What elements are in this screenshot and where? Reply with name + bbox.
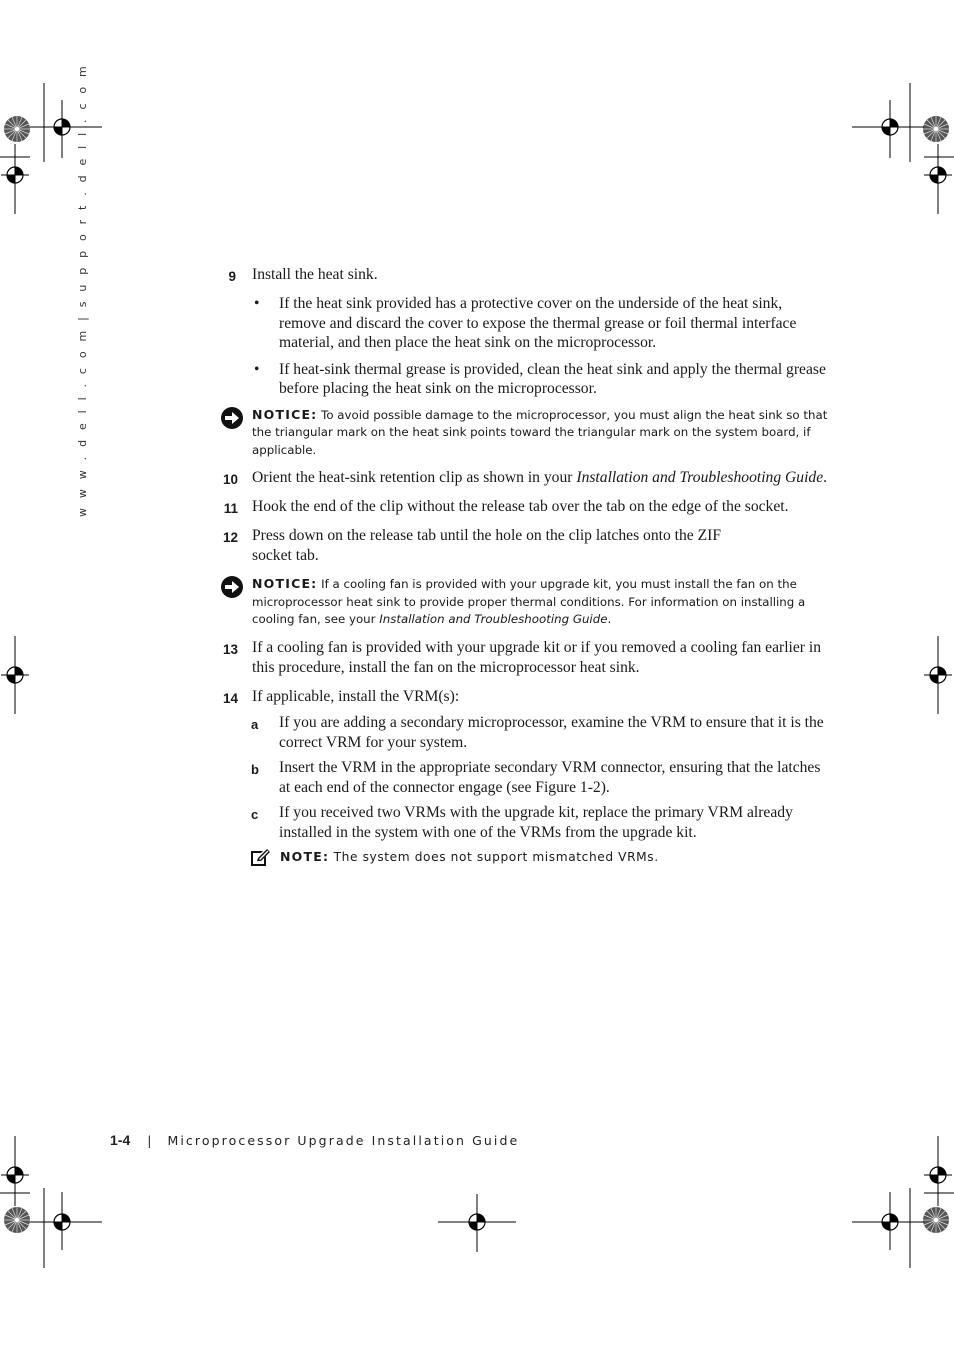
notice-arrow-icon	[220, 406, 244, 430]
step-13	[218, 638, 830, 678]
step-11	[218, 497, 830, 517]
step-text-end: .	[823, 469, 828, 486]
notice-label: NOTICE:	[252, 406, 318, 422]
step-number: 10	[222, 472, 238, 487]
notice-arrow-icon	[220, 575, 244, 599]
step-text: If applicable, install the VRM(s):	[252, 687, 460, 705]
step-text: If a cooling fan is provided with your upgrade kit or if you removed a cooling fan earlier in this procedure, install the fan on the microprocessor heat sink.	[252, 638, 821, 676]
step-text: Press down on the release tab until the hole on the clip latches onto the ZIF socket tab.	[252, 527, 722, 564]
note-text: The system does not support mismatched VRMs.	[329, 849, 659, 864]
notice-text: To avoid possible damage to the microprocessor, you must align the heat sink so that the triangular mark on the heat sink points toward the triangular mark on the system board, if applicable.	[252, 407, 828, 457]
registration-star-mark	[4, 116, 30, 142]
notice-text: If a cooling fan is provided with your upgrade kit, you must install the fan on the microprocessor heat sink to provide proper thermal conditions. For information on installing a cooling fan, see your	[252, 577, 806, 626]
sub-step-letter: b	[251, 761, 259, 777]
guide-title: Installation and Troubleshooting Guide	[379, 612, 608, 626]
footer-separator: |	[147, 1133, 152, 1148]
note-callout	[218, 848, 830, 866]
step-number: 14	[222, 690, 238, 706]
step-10	[218, 468, 830, 488]
notice-text-end: .	[607, 612, 612, 626]
step-number: 13	[222, 641, 238, 657]
notice-callout	[218, 575, 830, 629]
page-content	[218, 265, 830, 866]
sub-step-text: Insert the VRM in the appropriate secondary VRM connector, ensuring that the latches at each end of the connector engage (see Figure 1-2).	[279, 758, 821, 796]
sub-step-c	[218, 803, 830, 843]
step-number: 9	[228, 269, 236, 284]
step-text: Install the heat sink.	[252, 266, 378, 283]
step-14	[218, 687, 830, 707]
side-website-url: w w w . d e l l . c o m | s u p p o r t . d e l l . c o m	[76, 63, 89, 517]
sub-step-b	[218, 758, 830, 798]
list-item	[218, 360, 830, 399]
sub-step-text: If you are adding a secondary microprocessor, examine the VRM to ensure that it is the correct VRM for your system.	[279, 713, 824, 751]
sub-step-letter: a	[251, 716, 259, 732]
list-item	[218, 294, 830, 353]
list-item-text: If heat-sink thermal grease is provided, clean the heat sink and apply the thermal grease before placing the heat sink on the microprocessor.	[279, 360, 826, 397]
notice-callout	[218, 406, 830, 460]
registration-star-mark	[923, 1207, 949, 1233]
step-text: Hook the end of the clip without the release tab over the tab on the edge of the socket.	[252, 498, 789, 515]
sub-step-a	[218, 713, 830, 753]
list-item-text: If the heat sink provided has a protective cover on the underside of the heat sink, remove and discard the cover to expose the thermal grease or foil thermal interface material, and then place the heat sink on the microprocessor.	[279, 295, 797, 351]
registration-star-mark	[923, 116, 949, 142]
bullet-icon: •	[254, 295, 260, 312]
note-label: NOTE:	[280, 848, 330, 864]
pencil-icon	[250, 849, 270, 867]
page-footer	[110, 1132, 519, 1148]
sub-step-text: If you received two VRMs with the upgrade kit, replace the primary VRM already installed in the system with one of the VRMs from the upgrade kit.	[279, 803, 793, 841]
step-text: Orient the heat-sink retention clip as shown in your	[252, 469, 577, 486]
bullet-icon: •	[254, 360, 260, 378]
step-9	[218, 265, 830, 285]
page-number: 1-4	[110, 1132, 131, 1148]
step-12	[218, 526, 830, 566]
notice-label: NOTICE:	[252, 576, 318, 591]
step-number: 12	[222, 530, 238, 545]
registration-star-mark	[4, 1207, 30, 1233]
sub-step-letter: c	[251, 806, 259, 822]
document-title: Microprocessor Upgrade Installation Guide	[167, 1133, 520, 1148]
guide-title: Installation and Troubleshooting Guide	[576, 469, 824, 486]
step-number: 11	[223, 501, 238, 516]
